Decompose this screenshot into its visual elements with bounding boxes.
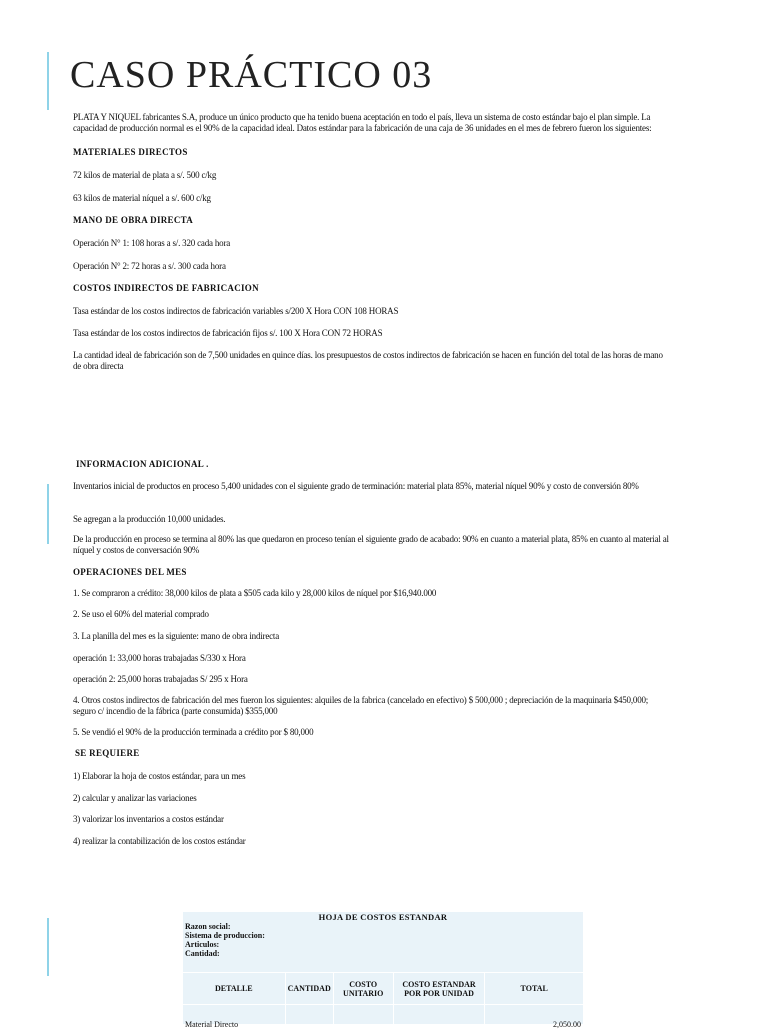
table-row [183, 1005, 584, 1030]
operacion-item-5: operación 2: 25,000 horas trabajadas S/ 295 x Hora [73, 674, 248, 684]
meta-razon-social: Razon social: [185, 922, 231, 931]
requiere-item-3: 3) valorizar los inventarios a costos estándar [73, 814, 224, 824]
operacion-item-7: 5. Se vendió el 90% de la producción terminada a crédito por $ 80,000 [73, 727, 314, 737]
cif-line-1: Tasa estándar de los costos indirectos de fabricación variables s/200 X Hora CON 108 HORAS [73, 306, 399, 316]
cell-costo-estandar [393, 1005, 485, 1030]
operacion-item-1: 1. Se compraron a crédito: 38,000 kilos de plata a $505 cada kilo y 28,000 kilos de níquel por $16,940.000 [73, 588, 437, 598]
col-header-costo-unitario: COSTO UNITARIO [333, 973, 393, 1005]
requiere-heading: SE REQUIERE [75, 748, 140, 758]
adicional-paragraph-1: Inventarios inicial de productos en proceso 5,400 unidades con el siguiente grado de terminación: material plata 85%, material níquel 90% y costo de conversión 80% [73, 481, 639, 491]
cif-line-3: La cantidad ideal de fabricación son de 7,500 unidades en quince días. los presupuestos de costos indirectos de fabricación se hacen en función del total de las horas de mano de obra directa [73, 350, 663, 371]
table-header-block [183, 912, 584, 973]
cell-detalle: Material Directo [183, 1005, 286, 1030]
col-header-detalle: DETALLE [183, 973, 286, 1005]
table-column-headers [183, 973, 584, 1005]
operacion-item-6: 4. Otros costos indirectos de fabricación del mes fueron los siguientes: alquiles de la fabrica (cancelado en efectivo) $ 500,000 ; depreciación de la maquinaria $450,000; seguro c/ incendio de la fábrica (parte consumida) $355,000 [73, 695, 649, 716]
col-header-total: TOTAL [485, 973, 584, 1005]
mano-obra-line-2: Operación N° 2: 72 horas a s/. 300 cada hora [73, 261, 226, 271]
adicional-paragraph-2: Se agregan a la producción 10,000 unidades. [73, 514, 226, 524]
requiere-item-2: 2) calcular y analizar las variaciones [73, 793, 197, 803]
meta-cantidad: Cantidad: [185, 949, 220, 958]
operacion-item-2: 2. Se uso el 60% del material comprado [73, 609, 209, 619]
hoja-title: HOJA DE COSTOS ESTANDAR [318, 912, 448, 922]
mano-obra-heading: MANO DE OBRA DIRECTA [73, 215, 194, 225]
meta-sistema-produccion: Sistema de produccion: [185, 931, 265, 940]
accent-bar-middle [47, 484, 49, 544]
operacion-item-3: 3. La planilla del mes es la siguiente: mano de obra indirecta [73, 631, 280, 641]
accent-bar-bottom [47, 918, 49, 976]
intro-paragraph: PLATA Y NIQUEL fabricantes S.A, produce un único producto que ha tenido buena aceptación en todo el país, lleva un sistema de costo estándar bajo el plan simple. La capacidad de producción normal es el 90% de la capacidad ideal. Datos estándar para la fabricación de una caja de 36 unidades en el mes de febrero fueron los siguientes: [73, 112, 652, 133]
adicional-heading: INFORMACION ADICIONAL . [76, 459, 209, 469]
page-title: CASO PRÁCTICO 03 [70, 54, 433, 96]
col-header-costo-estandar: COSTO ESTANDAR POR POR UNIDAD [393, 973, 485, 1005]
operaciones-heading: OPERACIONES DEL MES [73, 567, 187, 577]
materiales-line-2: 63 kilos de material níquel a s/. 600 c/kg [73, 193, 211, 203]
materiales-heading: MATERIALES DIRECTOS [73, 147, 188, 157]
cif-line-2: Tasa estándar de los costos indirectos de fabricación fijos s/. 100 X Hora CON 72 HORAS [73, 328, 383, 338]
cell-costo-unitario [333, 1005, 393, 1030]
requiere-item-1: 1) Elaborar la hoja de costos estándar, para un mes [73, 771, 246, 781]
cell-total: 2,050.00 [485, 1005, 584, 1030]
materiales-line-1: 72 kilos de material de plata a s/. 500 c/kg [73, 170, 217, 180]
requiere-item-4: 4) realizar la contabilización de los costos estándar [73, 836, 246, 846]
cell-cantidad [285, 1005, 333, 1030]
accent-bar-top [47, 52, 49, 110]
cif-heading: COSTOS INDIRECTOS DE FABRICACION [73, 283, 259, 293]
col-header-cantidad: CANTIDAD [285, 973, 333, 1005]
operacion-item-4: operación 1: 33,000 horas trabajadas S/330 x Hora [73, 653, 246, 663]
mano-obra-line-1: Operación N° 1: 108 horas a s/. 320 cada hora [73, 238, 231, 248]
hoja-costos-table-container [182, 911, 584, 1029]
adicional-paragraph-3: De la producción en proceso se termina al 80% las que quedaron en proceso tenían el siguiente grado de acabado: 90% en cuanto a material plata, 85% en cuanto al material al níquel y costos de conversación 90% [73, 534, 669, 555]
hoja-costos-table [182, 911, 584, 1030]
meta-articulos: Articulos: [185, 940, 220, 949]
